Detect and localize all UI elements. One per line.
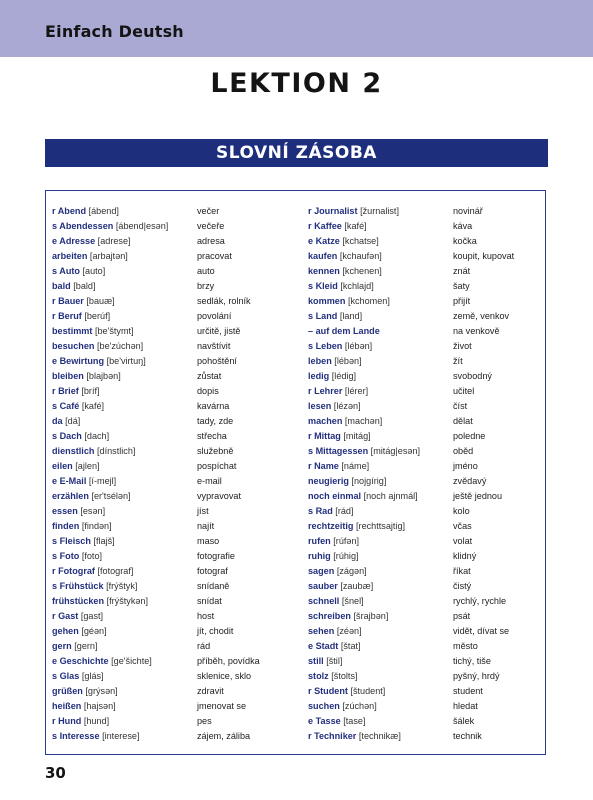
german-entry <box>52 384 100 399</box>
german-word: s Fleisch <box>52 536 91 546</box>
german-entry <box>308 624 362 639</box>
german-word: heißen <box>52 701 82 711</box>
pronunciation: [študent] <box>350 686 386 696</box>
german-entry <box>308 684 385 699</box>
pronunciation: [rúfən] <box>333 536 360 546</box>
czech-translation: volat <box>453 536 473 546</box>
german-entry <box>308 249 382 264</box>
pronunciation: [esən] <box>80 506 106 516</box>
czech-translation: příběh, povídka <box>197 656 260 666</box>
czech-translation: koupit, kupovat <box>453 251 515 261</box>
czech-translation: káva <box>453 221 473 231</box>
german-entry <box>52 729 139 744</box>
german-entry <box>308 234 379 249</box>
pronunciation: [géən] <box>81 626 107 636</box>
german-word: machen <box>308 416 343 426</box>
german-entry <box>52 564 133 579</box>
czech-translation: pes <box>197 716 212 726</box>
czech-translation: číst <box>453 401 468 411</box>
czech-translation: rád <box>197 641 211 651</box>
german-word: s Café <box>52 401 80 411</box>
german-entry <box>308 639 361 654</box>
german-word: da <box>52 416 63 426</box>
lesson-title: LEKTION 2 <box>210 68 383 99</box>
czech-translation: host <box>197 611 215 621</box>
german-word: s Kleid <box>308 281 338 291</box>
czech-translation: služebně <box>197 446 234 456</box>
czech-translation: psát <box>453 611 471 621</box>
german-word: r Mittag <box>308 431 341 441</box>
pronunciation: [lézən] <box>333 401 361 411</box>
german-word: e Stadt <box>308 641 339 651</box>
czech-translation: pohoštění <box>197 356 237 366</box>
pronunciation: [zaubæ] <box>340 581 374 591</box>
german-word: – auf dem Lande <box>308 326 380 336</box>
czech-translation: šálek <box>453 716 475 726</box>
pronunciation: [grýsən] <box>85 686 118 696</box>
pronunciation: [zágən] <box>336 566 367 576</box>
pronunciation: [er'tsélən] <box>91 491 131 501</box>
czech-translation: město <box>453 641 478 651</box>
german-entry <box>52 504 105 519</box>
czech-translation: pospíchat <box>197 461 237 471</box>
czech-translation: jíst <box>197 506 209 516</box>
czech-translation: kavárna <box>197 401 230 411</box>
german-entry <box>52 204 119 219</box>
german-word: still <box>308 656 324 666</box>
german-entry <box>52 459 100 474</box>
german-word: finden <box>52 521 80 531</box>
czech-translation: žít <box>453 356 463 366</box>
czech-translation: technik <box>453 731 482 741</box>
german-word: r Name <box>308 461 339 471</box>
german-entry <box>52 669 104 684</box>
german-word: s Glas <box>52 671 80 681</box>
czech-translation: auto <box>197 266 215 276</box>
german-word: gehen <box>52 626 79 636</box>
pronunciation: [dá] <box>65 416 81 426</box>
german-word: r Abend <box>52 206 87 216</box>
german-word: bleiben <box>52 371 84 381</box>
german-entry <box>52 354 146 369</box>
czech-translation: jmenovat se <box>197 701 247 711</box>
pronunciation: [hajsən] <box>83 701 116 711</box>
pronunciation: [frýštyk] <box>106 581 138 591</box>
german-word: noch einmal <box>308 491 362 501</box>
czech-translation: vypravovat <box>197 491 241 501</box>
pronunciation: [machən] <box>344 416 383 426</box>
german-entry <box>52 414 80 429</box>
german-entry <box>308 594 364 609</box>
czech-translation: kolo <box>453 506 470 516</box>
pronunciation: [dínstlich] <box>96 446 136 456</box>
german-entry <box>52 324 134 339</box>
german-word: s Auto <box>52 266 80 276</box>
czech-translation: jít, chodit <box>197 626 234 636</box>
czech-translation: život <box>453 341 472 351</box>
pronunciation: [štolts] <box>331 671 358 681</box>
german-word: r Kaffee <box>308 221 342 231</box>
german-word: e Katze <box>308 236 340 246</box>
german-word: s Foto <box>52 551 80 561</box>
pronunciation: [be'štymt] <box>94 326 134 336</box>
czech-translation: tichý, tiše <box>453 656 491 666</box>
german-entry <box>52 579 137 594</box>
german-word: lesen <box>308 401 332 411</box>
german-word: grüßen <box>52 686 83 696</box>
german-word: kommen <box>308 296 346 306</box>
german-word: e Adresse <box>52 236 96 246</box>
pronunciation: [ajlen] <box>75 461 100 471</box>
german-word: r Techniker <box>308 731 357 741</box>
pronunciation: [berúf] <box>84 311 111 321</box>
czech-translation: tady, zde <box>197 416 234 426</box>
german-entry <box>52 444 135 459</box>
pronunciation: [lédig] <box>331 371 357 381</box>
pronunciation: [hund] <box>83 716 110 726</box>
pronunciation: [foto] <box>81 551 103 561</box>
german-entry <box>308 294 390 309</box>
czech-translation: sedlák, rolník <box>197 296 251 306</box>
czech-translation: dělat <box>453 416 473 426</box>
german-entry <box>308 504 354 519</box>
czech-translation: maso <box>197 536 220 546</box>
german-word: ledig <box>308 371 330 381</box>
pronunciation: [be'zúchən] <box>96 341 144 351</box>
german-word: ruhig <box>308 551 331 561</box>
section-header-bar <box>45 139 548 167</box>
czech-translation: student <box>453 686 483 696</box>
pronunciation: [rád] <box>335 506 354 516</box>
pronunciation: [kchomen] <box>347 296 390 306</box>
german-entry <box>52 654 152 669</box>
pronunciation: [rúhig] <box>333 551 359 561</box>
german-word: sauber <box>308 581 338 591</box>
czech-translation: najít <box>197 521 215 531</box>
czech-translation: fotograf <box>197 566 228 576</box>
czech-translation: oběd <box>453 446 474 456</box>
german-word: eilen <box>52 461 73 471</box>
pronunciation: [auto] <box>82 266 106 276</box>
czech-translation: včas <box>453 521 472 531</box>
pronunciation: [í-mejl] <box>88 476 117 486</box>
german-word: bald <box>52 281 71 291</box>
german-entry <box>308 699 377 714</box>
german-word: s Mittagessen <box>308 446 369 456</box>
pronunciation: [štat] <box>340 641 361 651</box>
german-entry <box>52 399 104 414</box>
german-entry <box>308 519 405 534</box>
czech-translation: střecha <box>197 431 227 441</box>
german-word: e Bewirtung <box>52 356 105 366</box>
pronunciation: [dach] <box>84 431 110 441</box>
german-word: s Frühstück <box>52 581 104 591</box>
german-entry <box>308 414 382 429</box>
german-word: frühstücken <box>52 596 105 606</box>
pronunciation: [lébən] <box>344 341 373 351</box>
german-entry <box>52 549 102 564</box>
german-word: s Abendessen <box>52 221 114 231</box>
german-entry <box>308 279 374 294</box>
german-entry <box>52 339 143 354</box>
german-word: stolz <box>308 671 329 681</box>
german-word: r Brief <box>52 386 79 396</box>
pronunciation: [technikæ] <box>358 731 401 741</box>
german-entry <box>308 654 342 669</box>
pronunciation: [kchenen] <box>342 266 382 276</box>
german-word: essen <box>52 506 78 516</box>
czech-translation: klidný <box>453 551 477 561</box>
czech-translation: znát <box>453 266 471 276</box>
pronunciation: [mitág] <box>343 431 371 441</box>
pronunciation: [bauæ] <box>86 296 115 306</box>
german-entry <box>308 309 362 324</box>
german-entry <box>308 474 386 489</box>
pronunciation: [lérer] <box>344 386 369 396</box>
german-entry <box>308 534 359 549</box>
german-entry <box>308 429 371 444</box>
czech-translation: šaty <box>453 281 470 291</box>
german-entry <box>308 714 365 729</box>
pronunciation: [nojgírig] <box>351 476 387 486</box>
vocabulary-box <box>45 190 546 755</box>
pronunciation: [frýštykən] <box>106 596 149 606</box>
german-entry <box>308 444 420 459</box>
german-entry <box>308 729 401 744</box>
czech-translation: kočka <box>453 236 477 246</box>
german-word: rechtzeitig <box>308 521 354 531</box>
german-entry <box>52 264 105 279</box>
german-word: r Hund <box>52 716 82 726</box>
pronunciation: [kchlajd] <box>340 281 374 291</box>
pronunciation: [adrese] <box>97 236 131 246</box>
czech-translation: svobodný <box>453 371 492 381</box>
czech-translation: určitě, jistě <box>197 326 241 336</box>
german-entry <box>308 669 358 684</box>
pronunciation: [lébən] <box>334 356 362 366</box>
pronunciation: [bald] <box>73 281 96 291</box>
czech-translation: snídat <box>197 596 222 606</box>
german-entry <box>52 519 112 534</box>
german-word: sehen <box>308 626 335 636</box>
german-entry <box>52 294 115 309</box>
german-word: e E-Mail <box>52 476 87 486</box>
czech-translation: zvědavý <box>453 476 487 486</box>
german-entry <box>52 429 109 444</box>
german-entry <box>52 684 118 699</box>
czech-translation: učitel <box>453 386 475 396</box>
german-word: s Land <box>308 311 338 321</box>
german-word: s Leben <box>308 341 343 351</box>
czech-translation: e-mail <box>197 476 222 486</box>
pronunciation: [flajš] <box>93 536 115 546</box>
pronunciation: [ábend|esən] <box>115 221 169 231</box>
german-entry <box>308 399 361 414</box>
german-entry <box>52 534 115 549</box>
german-entry <box>308 339 372 354</box>
book-title: Einfach Deutsh <box>45 22 184 41</box>
pronunciation: [blajbən] <box>86 371 121 381</box>
german-entry <box>308 564 367 579</box>
czech-translation: zdravit <box>197 686 224 696</box>
german-word: s Rad <box>308 506 333 516</box>
czech-translation: hledat <box>453 701 478 711</box>
german-word: sagen <box>308 566 335 576</box>
german-word: rufen <box>308 536 331 546</box>
german-word: kennen <box>308 266 340 276</box>
german-word: schreiben <box>308 611 351 621</box>
german-entry <box>308 354 362 369</box>
pronunciation: [zéən] <box>336 626 362 636</box>
german-word: r Fotograf <box>52 566 95 576</box>
czech-translation: dopis <box>197 386 219 396</box>
german-word: leben <box>308 356 332 366</box>
german-entry <box>308 219 367 234</box>
german-word: bestimmt <box>52 326 93 336</box>
pronunciation: [šrajbən] <box>353 611 389 621</box>
page-number: 30 <box>45 764 66 782</box>
german-entry <box>308 549 359 564</box>
german-entry <box>308 384 368 399</box>
german-entry <box>52 234 131 249</box>
czech-translation: zájem, záliba <box>197 731 251 741</box>
german-entry <box>52 369 121 384</box>
pronunciation: [findən] <box>81 521 112 531</box>
czech-translation: brzy <box>197 281 215 291</box>
pronunciation: [kchaufən] <box>339 251 382 261</box>
czech-translation: země, venkov <box>453 311 510 321</box>
german-word: neugierig <box>308 476 349 486</box>
pronunciation: [ábend] <box>88 206 119 216</box>
german-entry <box>308 264 382 279</box>
german-entry <box>52 714 109 729</box>
german-word: besuchen <box>52 341 95 351</box>
german-entry <box>52 594 148 609</box>
german-entry <box>308 489 418 504</box>
pronunciation: [šnel] <box>341 596 364 606</box>
german-word: arbeiten <box>52 251 88 261</box>
german-entry <box>52 639 98 654</box>
pronunciation: [gern] <box>74 641 98 651</box>
section-title: SLOVNÍ ZÁSOBA <box>216 143 377 163</box>
german-entry <box>308 369 356 384</box>
german-word: erzählen <box>52 491 89 501</box>
german-word: r Bauer <box>52 296 84 306</box>
german-word: schnell <box>308 596 340 606</box>
pronunciation: [ge'šichte] <box>111 656 152 666</box>
czech-translation: čistý <box>453 581 472 591</box>
pronunciation: [mitág|esən] <box>370 446 421 456</box>
czech-translation: zůstat <box>197 371 222 381</box>
pronunciation: [kafé] <box>81 401 105 411</box>
pronunciation: [náme] <box>341 461 370 471</box>
german-entry <box>52 624 107 639</box>
german-word: r Lehrer <box>308 386 343 396</box>
pronunciation: [interese] <box>102 731 140 741</box>
pronunciation: [štil] <box>326 656 343 666</box>
german-entry <box>52 219 168 234</box>
pronunciation: [zúchən] <box>342 701 377 711</box>
czech-translation: ještě jednou <box>453 491 503 501</box>
czech-translation: novinář <box>453 206 483 216</box>
pronunciation: [glás] <box>81 671 104 681</box>
german-word: e Geschichte <box>52 656 109 666</box>
pronunciation: [gast] <box>80 611 104 621</box>
czech-translation: vidět, dívat se <box>453 626 510 636</box>
pronunciation: [bríf] <box>81 386 100 396</box>
pronunciation: [arbajtən] <box>89 251 128 261</box>
czech-translation: pracovat <box>197 251 232 261</box>
german-entry <box>52 309 110 324</box>
czech-translation: na venkově <box>453 326 500 336</box>
german-word: r Journalist <box>308 206 358 216</box>
german-word: r Gast <box>52 611 79 621</box>
german-word: dienstlich <box>52 446 95 456</box>
pronunciation: [kafé] <box>344 221 367 231</box>
pronunciation: [tase] <box>343 716 366 726</box>
german-entry <box>52 279 95 294</box>
german-entry <box>308 204 399 219</box>
german-entry <box>308 579 373 594</box>
german-entry <box>52 699 116 714</box>
german-word: s Interesse <box>52 731 100 741</box>
czech-translation: poledne <box>453 431 486 441</box>
german-entry <box>52 249 128 264</box>
german-entry <box>52 489 131 504</box>
czech-translation: večeře <box>197 221 225 231</box>
czech-translation: fotografie <box>197 551 235 561</box>
german-word: suchen <box>308 701 340 711</box>
czech-translation: snídaně <box>197 581 230 591</box>
czech-translation: říkat <box>453 566 471 576</box>
czech-translation: navštívit <box>197 341 231 351</box>
german-entry <box>308 459 369 474</box>
german-entry <box>52 609 103 624</box>
german-word: gern <box>52 641 72 651</box>
german-word: s Dach <box>52 431 82 441</box>
pronunciation: [fotograf] <box>97 566 134 576</box>
german-entry <box>308 609 388 624</box>
german-word: r Student <box>308 686 348 696</box>
pronunciation: [be'virtuŋ] <box>106 356 146 366</box>
german-entry <box>52 474 116 489</box>
german-word: e Tasse <box>308 716 341 726</box>
czech-translation: pyšný, hrdý <box>453 671 500 681</box>
pronunciation: [land] <box>339 311 363 321</box>
pronunciation: [rechttsajtig] <box>356 521 406 531</box>
pronunciation: [žurnalist] <box>360 206 399 216</box>
czech-translation: přijít <box>453 296 471 306</box>
czech-translation: sklenice, sklo <box>197 671 252 681</box>
pronunciation: [noch ajnmál] <box>363 491 418 501</box>
czech-translation: adresa <box>197 236 225 246</box>
german-word: kaufen <box>308 251 338 261</box>
german-word: r Beruf <box>52 311 82 321</box>
czech-translation: povolání <box>197 311 232 321</box>
czech-translation: rychlý, rychle <box>453 596 507 606</box>
czech-translation: jméno <box>453 461 478 471</box>
czech-translation: večer <box>197 206 220 216</box>
pronunciation: [kchatse] <box>342 236 379 246</box>
german-entry <box>308 324 380 339</box>
